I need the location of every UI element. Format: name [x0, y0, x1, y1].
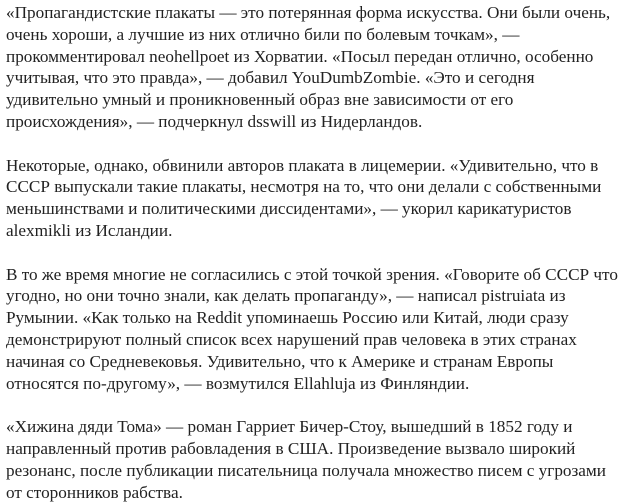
- text-line: происхождения», — подчеркнул dsswill из Нидерландов.: [6, 111, 423, 131]
- article-body: [6, 2, 624, 503]
- paragraph-criticism: [6, 155, 624, 242]
- text-line: СССР выпускали такие плакаты, несмотря на то, что они делали с собственными: [6, 177, 602, 197]
- text-line: удивительно умный и проникновенный образ вне зависимости от его: [6, 90, 514, 110]
- text-line: меньшинствами и политическими диссидентами», — укорил карикатуристов: [6, 199, 572, 219]
- text-line: «Пропагандистские плакаты — это потерянная форма искусства. Они были очень,: [6, 3, 611, 22]
- text-line: учитывая, что это правда», — добавил YouDumbZombie. «Это и сегодня: [6, 68, 535, 88]
- text-line: прокомментировал neohellpoet из Хорватии. «Посыл передан отлично, особенно: [6, 46, 594, 66]
- text-line: направленный против рабовладения в США. Произведение вызвало широкий: [6, 438, 576, 458]
- text-line: угодно, но они точно знали, как делать пропаганду», — написал pistruiata из: [6, 286, 566, 306]
- paragraph-reactions: [6, 2, 624, 133]
- text-line: Некоторые, однако, обвинили авторов плаката в лицемерии. «Удивительно, что в: [6, 155, 599, 175]
- text-line: Румынии. «Как только на Reddit упоминаешь Россию или Китай, люди сразу: [6, 308, 569, 328]
- text-line: начиная со Средневековья. Удивительно, что к Америке и странам Европы: [6, 351, 554, 371]
- text-line: alexmikli из Исландии.: [6, 220, 173, 240]
- text-line: резонанс, после публикации писательница получала множество писем с угрозами: [6, 460, 606, 480]
- paragraph-disagreement: [6, 264, 624, 395]
- text-line: относятся по-другому», — возмутился Ellahluja из Финляндии.: [6, 373, 470, 393]
- text-line: «Хижина дяди Тома» — роман Гарриет Бичер-Стоу, вышедший в 1852 году и: [6, 417, 573, 437]
- text-line: демонстрируют полный список всех нарушений прав человека в этих странах: [6, 329, 577, 349]
- paragraph-uncle-toms-cabin: [6, 416, 624, 503]
- text-line: В то же время многие не согласились с этой точкой зрения. «Говорите об СССР что: [6, 264, 618, 284]
- text-line: очень хороши, а лучшие из них отлично били по болевым точкам», —: [6, 24, 520, 44]
- text-line: от сторонников рабства.: [6, 482, 183, 502]
